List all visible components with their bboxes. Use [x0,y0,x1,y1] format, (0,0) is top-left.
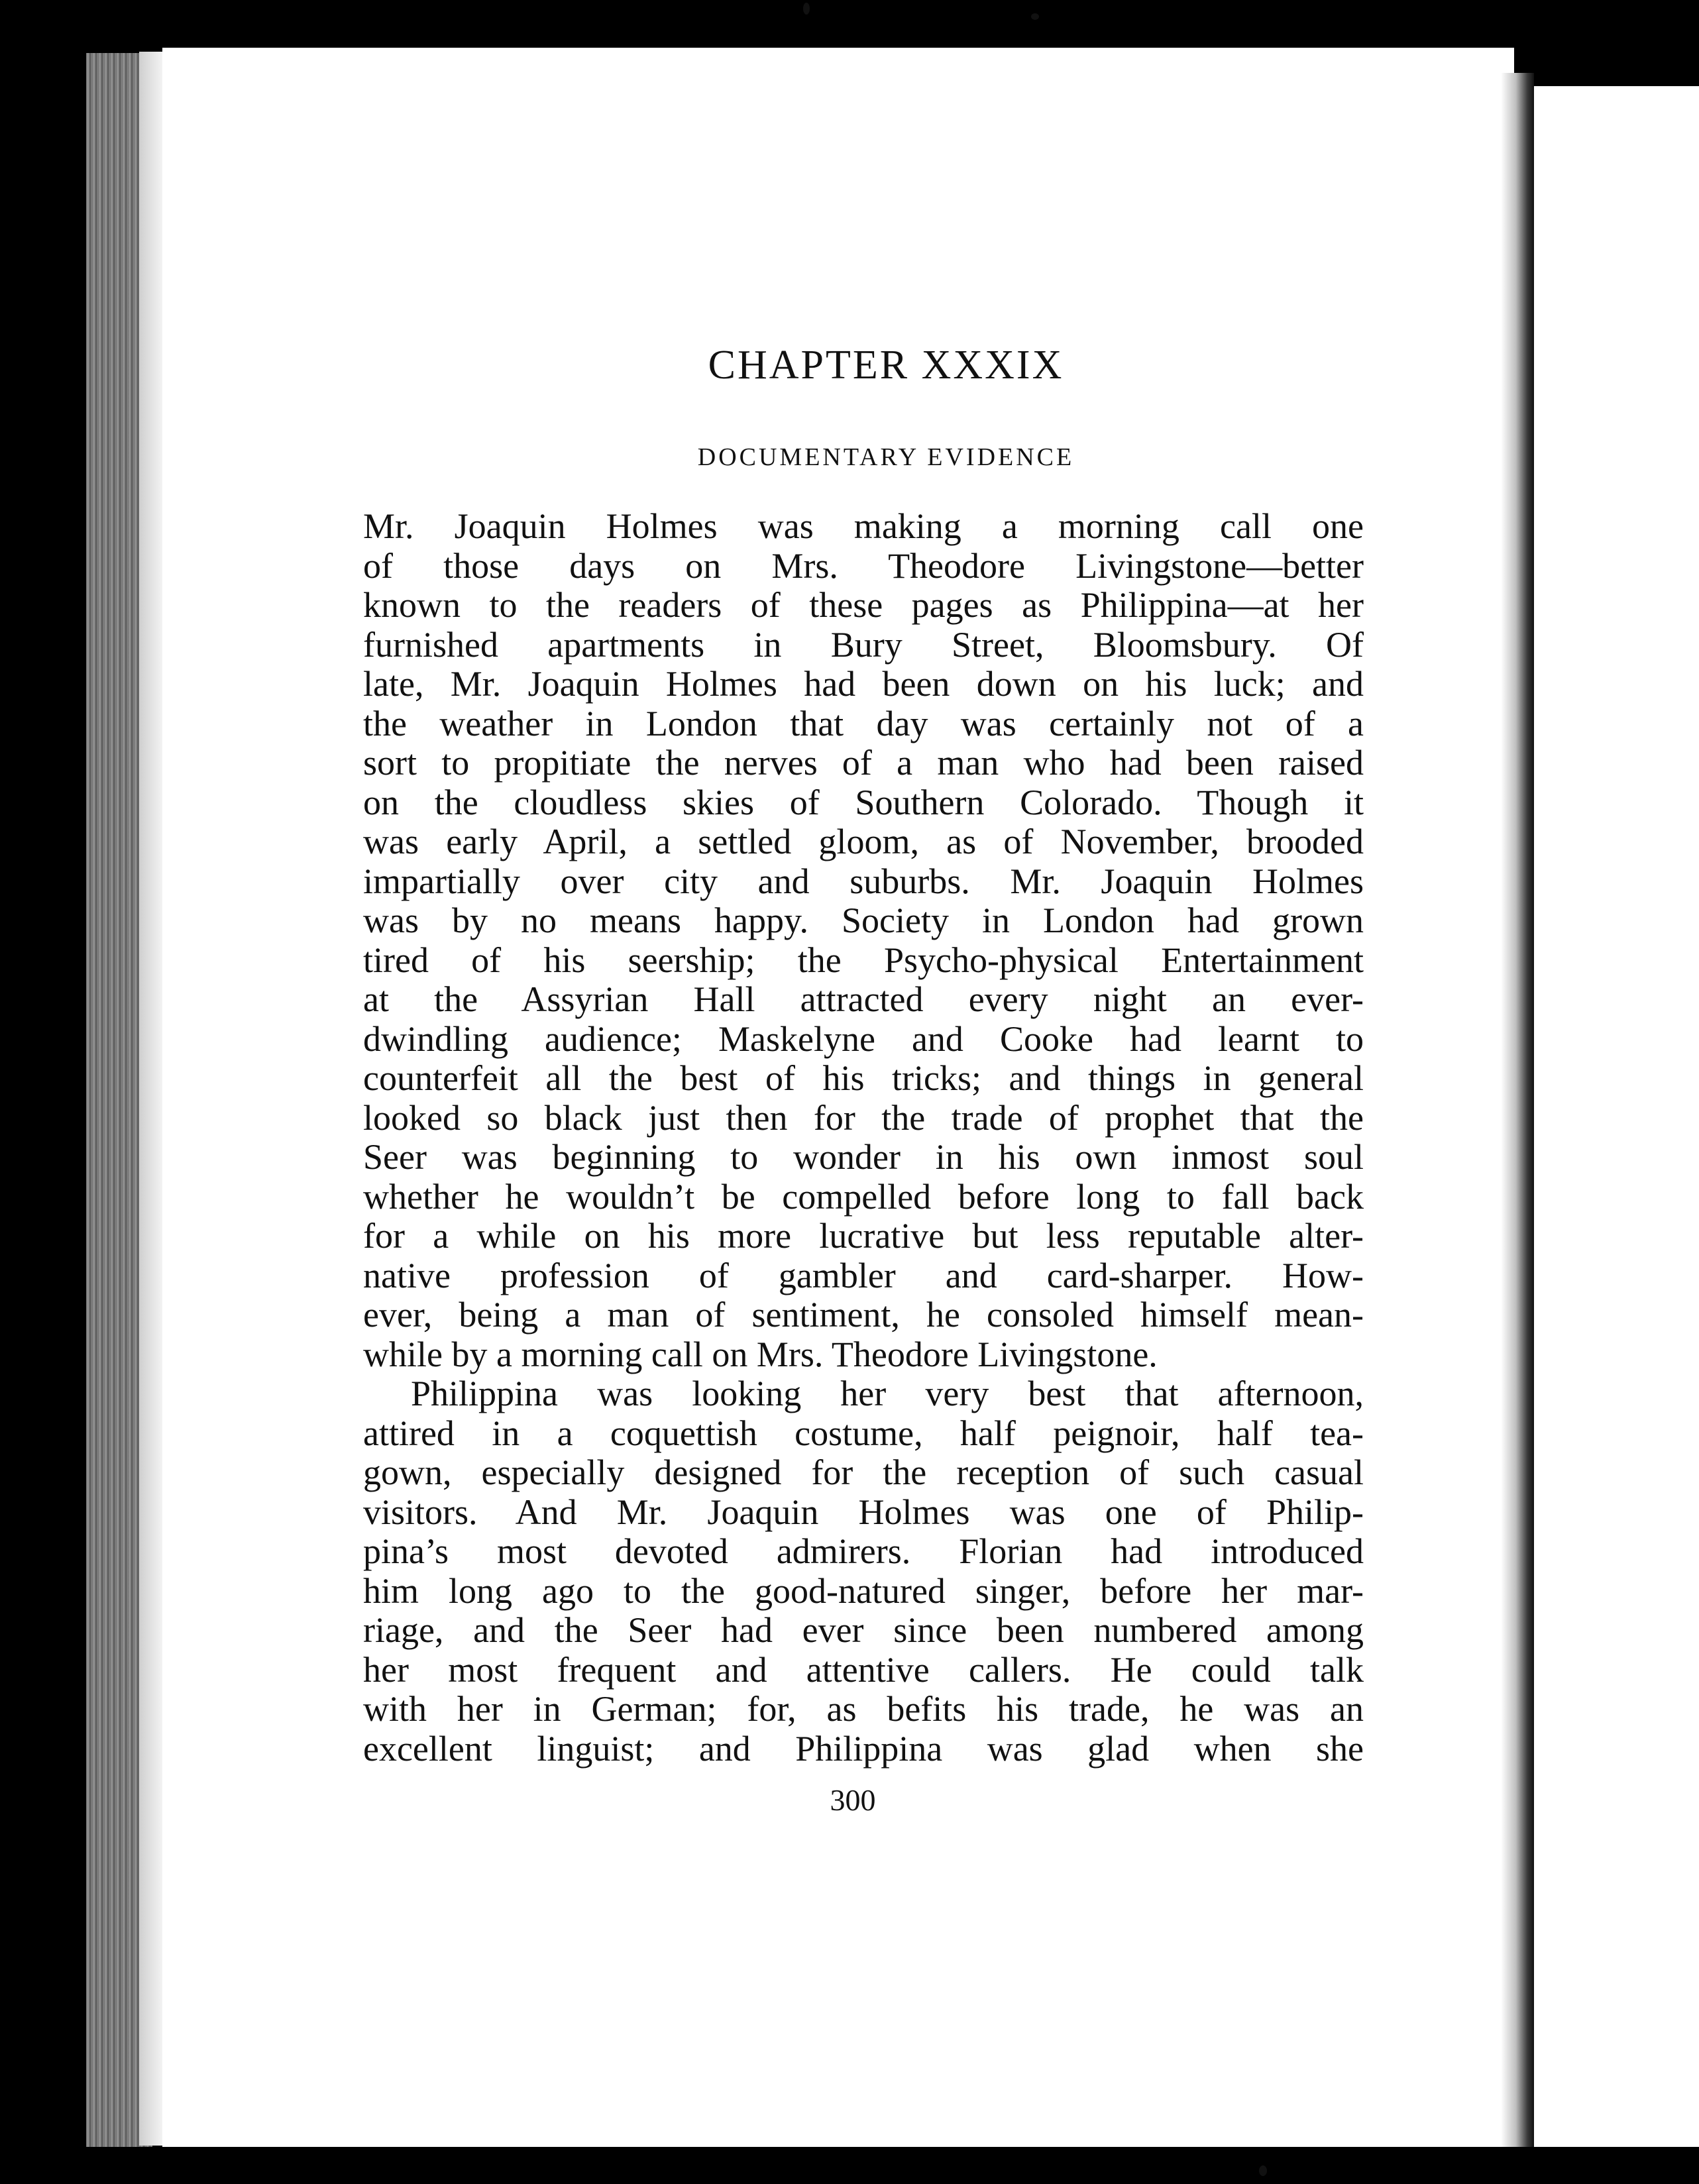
text-line: native profession of gambler and card-sharper. How- [363,1255,1364,1295]
body-text [363,507,1364,1769]
text-line: Mr. Joaquin Holmes was making a morning call one [363,506,1364,546]
text-line: looked so black just then for the trade of prophet that the [363,1097,1364,1138]
chapter-subtitle: DOCUMENTARY EVIDENCE [697,443,1075,471]
text-line: sort to propitiate the nerves of a man who had been raised [363,743,1364,783]
facing-page-edge [1524,86,1699,2147]
text-line: ever, being a man of sentiment, he consoled himself mean- [363,1295,1364,1335]
text-line: furnished apartments in Bury Street, Bloomsbury. Of [363,624,1364,665]
text-line: of those days on Mrs. Theodore Livingstone—better [363,545,1364,586]
text-line: dwindling audience; Maskelyne and Cooke had learnt to [363,1018,1364,1059]
scan-border-bottom [0,2147,1699,2184]
text-line: Philippina was looking her very best that afternoon, [411,1374,1364,1413]
paragraph-1 [363,507,1364,1374]
text-line: riage, and the Seer had ever since been numbered among [363,1610,1364,1650]
text-line: was by no means happy. Society in London had grown [363,901,1364,940]
text-line: her most frequent and attentive callers. He could talk [363,1649,1364,1690]
text-line: impartially over city and suburbs. Mr. Joaquin Holmes [363,861,1364,901]
text-line: on the cloudless skies of Southern Colorado. Though it [363,782,1364,822]
text-line: visitors. And Mr. Joaquin Holmes was one of Philip- [363,1492,1364,1532]
text-line: attired in a coquettish costume, half peignoir, half tea- [363,1413,1364,1453]
scan-speck [1031,13,1039,20]
text-line: known to the readers of these pages as Philippina—at her [363,585,1364,625]
text-line: counterfeit all the best of his tricks; and things in general [363,1058,1364,1098]
text-line: at the Assyrian Hall attracted every night an ever- [363,979,1364,1019]
text-line: Seer was beginning to wonder in his own inmost soul [363,1137,1364,1177]
paragraph-2 [363,1374,1364,1769]
text-line: excellent linguist; and Philippina was glad when she [363,1728,1364,1769]
text-line: tired of his seership; the Psycho-physical Entertainment [363,940,1364,980]
text-line: pina’s most devoted admirers. Florian had introduced [363,1531,1364,1571]
text-line: him long ago to the good-natured singer, before her mar- [363,1570,1364,1611]
page-number: 300 [830,1783,876,1817]
scan-speck [1259,2165,1267,2176]
text-line: the weather in London that day was certainly not of a [363,703,1364,743]
text-line: was early April, a settled gloom, as of November, brooded [363,822,1364,861]
scan-speck [803,3,810,15]
text-line: while by a morning call on Mrs. Theodore Livingstone. [363,1334,1158,1374]
chapter-title: CHAPTER XXXIX [708,343,1064,388]
text-line: late, Mr. Joaquin Holmes had been down on his luck; and [363,664,1364,704]
text-line: with her in German; for, as befits his trade, he was an [363,1689,1364,1729]
text-line: gown, especially designed for the reception of such casual [363,1452,1364,1492]
text-line: for a while on his more lucrative but less reputable alter- [363,1216,1364,1256]
text-line: whether he wouldn’t be compelled before long to fall back [363,1176,1364,1217]
